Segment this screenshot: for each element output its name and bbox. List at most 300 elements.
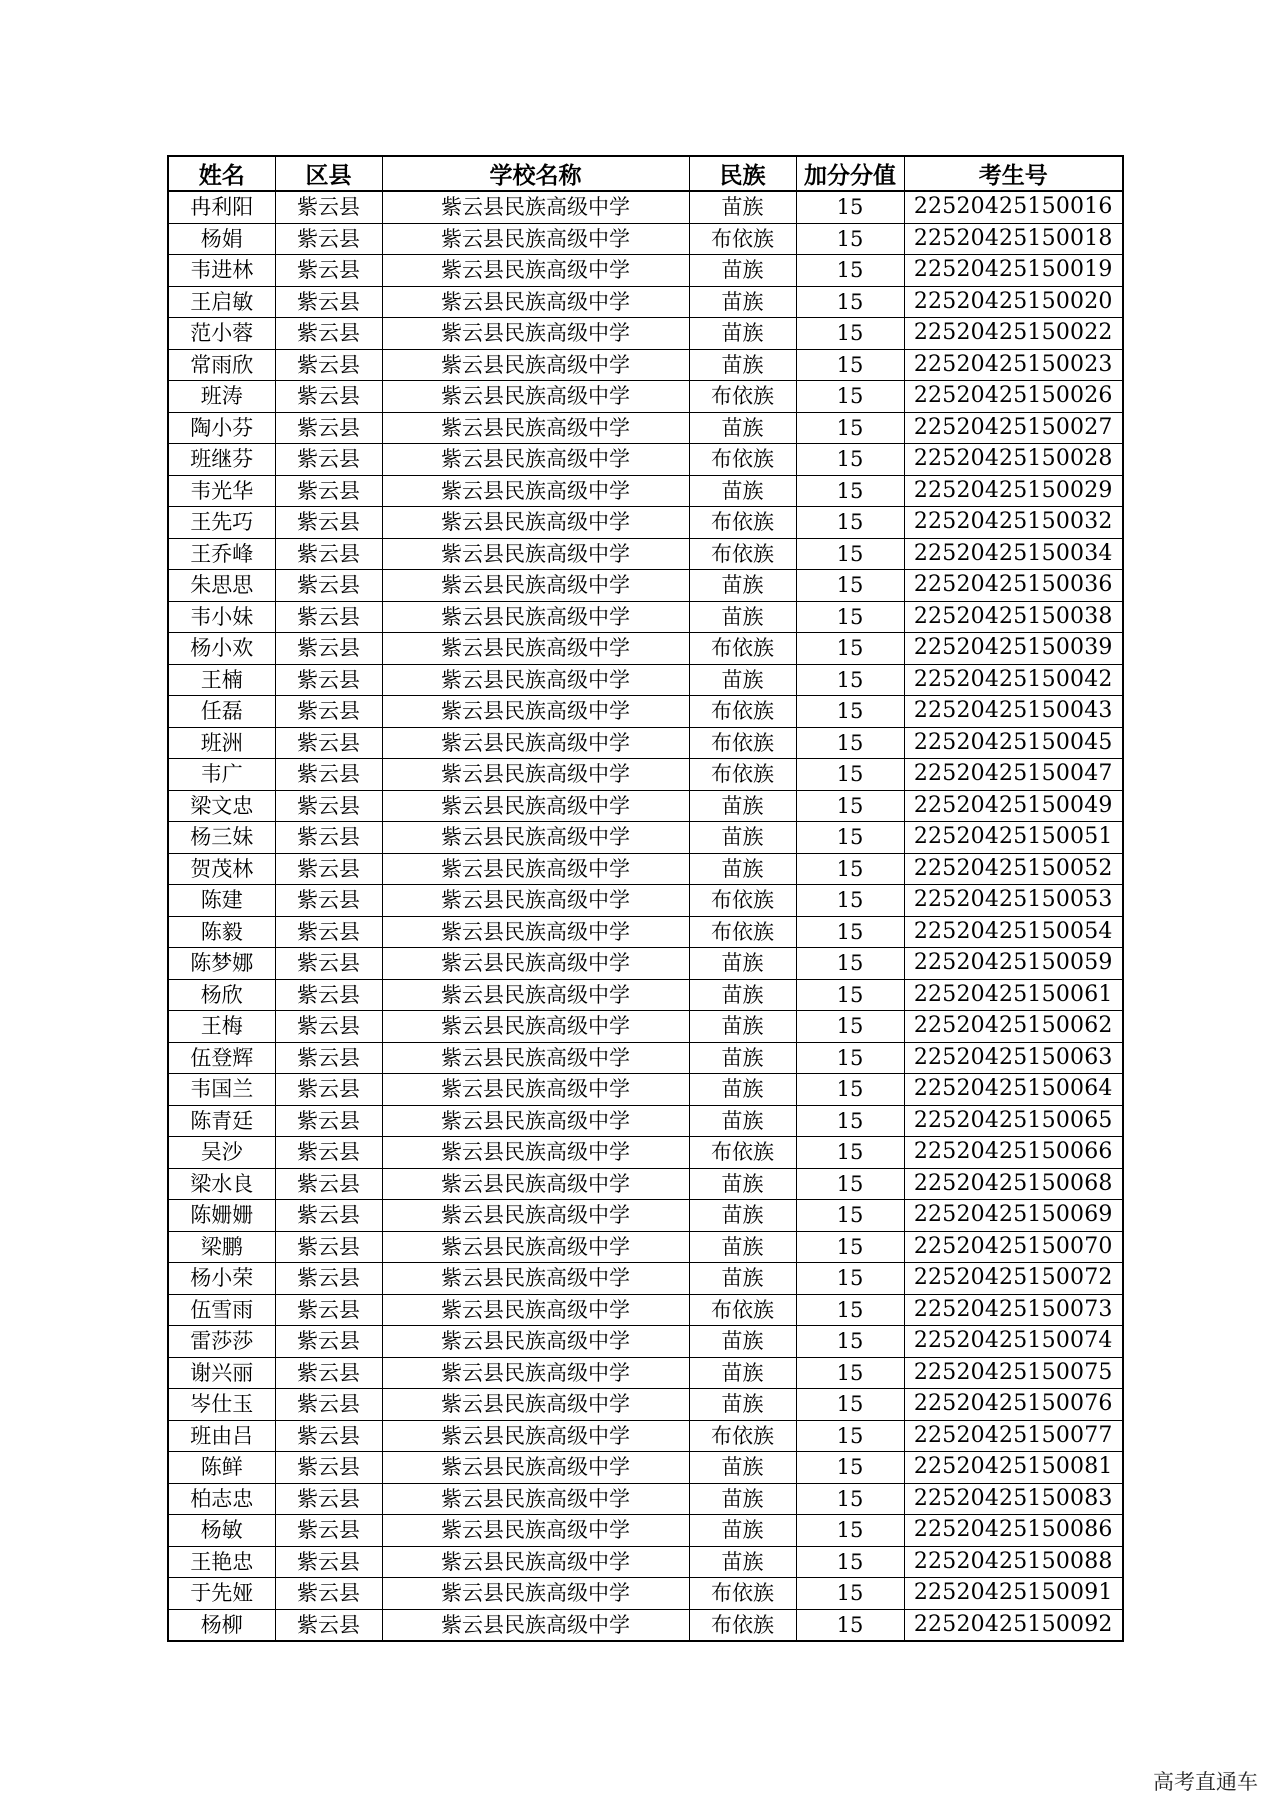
county-cell: 紫云县: [275, 1294, 382, 1326]
table-row: [168, 853, 1123, 885]
county-cell: 紫云县: [275, 223, 382, 255]
county-cell: 紫云县: [275, 1168, 382, 1200]
header-name: 姓名: [168, 156, 275, 191]
ethnicity-cell: 苗族: [689, 664, 796, 696]
name-cell: 班涛: [168, 381, 275, 413]
bonus-cell: 15: [796, 381, 904, 413]
exam-id-cell: 22520425150086: [904, 1515, 1123, 1547]
county-cell: 紫云县: [275, 1326, 382, 1358]
ethnicity-cell: 苗族: [689, 1326, 796, 1358]
watermark-text: 高考直通车: [1153, 1770, 1258, 1794]
table-row: [168, 1326, 1123, 1358]
school-cell: 紫云县民族高级中学: [382, 412, 689, 444]
county-cell: 紫云县: [275, 1105, 382, 1137]
bonus-cell: 15: [796, 507, 904, 539]
table-row: [168, 191, 1123, 223]
county-cell: 紫云县: [275, 1609, 382, 1641]
name-cell: 任磊: [168, 696, 275, 728]
name-cell: 伍雪雨: [168, 1294, 275, 1326]
name-cell: 王梅: [168, 1011, 275, 1043]
ethnicity-cell: 苗族: [689, 349, 796, 381]
table-row: [168, 979, 1123, 1011]
county-cell: 紫云县: [275, 916, 382, 948]
header-county: 区县: [275, 156, 382, 191]
school-cell: 紫云县民族高级中学: [382, 381, 689, 413]
ethnicity-cell: 苗族: [689, 286, 796, 318]
county-cell: 紫云县: [275, 318, 382, 350]
school-cell: 紫云县民族高级中学: [382, 727, 689, 759]
name-cell: 梁鹏: [168, 1231, 275, 1263]
exam-id-cell: 22520425150091: [904, 1578, 1123, 1610]
county-cell: 紫云县: [275, 570, 382, 602]
name-cell: 冉利阳: [168, 191, 275, 223]
bonus-cell: 15: [796, 979, 904, 1011]
table-row: [168, 1200, 1123, 1232]
table-row: [168, 601, 1123, 633]
exam-id-cell: 22520425150043: [904, 696, 1123, 728]
ethnicity-cell: 布依族: [689, 916, 796, 948]
table-row: [168, 349, 1123, 381]
exam-id-cell: 22520425150075: [904, 1357, 1123, 1389]
bonus-cell: 15: [796, 1074, 904, 1106]
exam-id-cell: 22520425150032: [904, 507, 1123, 539]
table-row: [168, 948, 1123, 980]
county-cell: 紫云县: [275, 475, 382, 507]
table-row: [168, 412, 1123, 444]
bonus-cell: 15: [796, 1011, 904, 1043]
bonus-cell: 15: [796, 1546, 904, 1578]
school-cell: 紫云县民族高级中学: [382, 1357, 689, 1389]
ethnicity-cell: 布依族: [689, 696, 796, 728]
exam-id-cell: 22520425150081: [904, 1452, 1123, 1484]
table-row: [168, 255, 1123, 287]
table-row: [168, 538, 1123, 570]
bonus-cell: 15: [796, 1420, 904, 1452]
table-row: [168, 1294, 1123, 1326]
county-cell: 紫云县: [275, 633, 382, 665]
exam-id-cell: 22520425150077: [904, 1420, 1123, 1452]
bonus-cell: 15: [796, 1452, 904, 1484]
ethnicity-cell: 布依族: [689, 885, 796, 917]
bonus-cell: 15: [796, 1200, 904, 1232]
exam-id-cell: 22520425150036: [904, 570, 1123, 602]
ethnicity-cell: 苗族: [689, 948, 796, 980]
table-row: [168, 570, 1123, 602]
bonus-cell: 15: [796, 286, 904, 318]
exam-id-cell: 22520425150051: [904, 822, 1123, 854]
exam-id-cell: 22520425150074: [904, 1326, 1123, 1358]
bonus-cell: 15: [796, 475, 904, 507]
ethnicity-cell: 苗族: [689, 601, 796, 633]
exam-id-cell: 22520425150069: [904, 1200, 1123, 1232]
bonus-cell: 15: [796, 727, 904, 759]
county-cell: 紫云县: [275, 948, 382, 980]
ethnicity-cell: 苗族: [689, 979, 796, 1011]
county-cell: 紫云县: [275, 412, 382, 444]
table-row: [168, 1483, 1123, 1515]
exam-id-cell: 22520425150061: [904, 979, 1123, 1011]
name-cell: 班继芬: [168, 444, 275, 476]
table-row: [168, 790, 1123, 822]
name-cell: 班洲: [168, 727, 275, 759]
ethnicity-cell: 苗族: [689, 318, 796, 350]
header-ethnicity: 民族: [689, 156, 796, 191]
name-cell: 杨小荣: [168, 1263, 275, 1295]
name-cell: 王乔峰: [168, 538, 275, 570]
school-cell: 紫云县民族高级中学: [382, 759, 689, 791]
ethnicity-cell: 苗族: [689, 1452, 796, 1484]
table-row: [168, 286, 1123, 318]
exam-id-cell: 22520425150039: [904, 633, 1123, 665]
school-cell: 紫云县民族高级中学: [382, 318, 689, 350]
table-row: [168, 1231, 1123, 1263]
ethnicity-cell: 苗族: [689, 853, 796, 885]
ethnicity-cell: 布依族: [689, 633, 796, 665]
ethnicity-cell: 布依族: [689, 381, 796, 413]
bonus-cell: 15: [796, 696, 904, 728]
ethnicity-cell: 布依族: [689, 1578, 796, 1610]
ethnicity-cell: 苗族: [689, 1483, 796, 1515]
bonus-cell: 15: [796, 1263, 904, 1295]
bonus-cell: 15: [796, 1389, 904, 1421]
name-cell: 杨欣: [168, 979, 275, 1011]
bonus-cell: 15: [796, 1578, 904, 1610]
county-cell: 紫云县: [275, 790, 382, 822]
exam-id-cell: 22520425150068: [904, 1168, 1123, 1200]
exam-id-cell: 22520425150023: [904, 349, 1123, 381]
exam-id-cell: 22520425150062: [904, 1011, 1123, 1043]
name-cell: 陶小芬: [168, 412, 275, 444]
exam-id-cell: 22520425150053: [904, 885, 1123, 917]
ethnicity-cell: 苗族: [689, 822, 796, 854]
county-cell: 紫云县: [275, 1515, 382, 1547]
bonus-cell: 15: [796, 349, 904, 381]
exam-id-cell: 22520425150070: [904, 1231, 1123, 1263]
exam-id-cell: 22520425150042: [904, 664, 1123, 696]
exam-id-cell: 22520425150047: [904, 759, 1123, 791]
name-cell: 杨敏: [168, 1515, 275, 1547]
school-cell: 紫云县民族高级中学: [382, 1231, 689, 1263]
exam-id-cell: 22520425150054: [904, 916, 1123, 948]
name-cell: 吴沙: [168, 1137, 275, 1169]
table-row: [168, 885, 1123, 917]
table-row: [168, 1357, 1123, 1389]
name-cell: 杨柳: [168, 1609, 275, 1641]
school-cell: 紫云县民族高级中学: [382, 696, 689, 728]
school-cell: 紫云县民族高级中学: [382, 853, 689, 885]
name-cell: 范小蓉: [168, 318, 275, 350]
bonus-cell: 15: [796, 1515, 904, 1547]
name-cell: 常雨欣: [168, 349, 275, 381]
school-cell: 紫云县民族高级中学: [382, 1137, 689, 1169]
table-row: [168, 633, 1123, 665]
county-cell: 紫云县: [275, 1578, 382, 1610]
county-cell: 紫云县: [275, 696, 382, 728]
ethnicity-cell: 苗族: [689, 1546, 796, 1578]
exam-id-cell: 22520425150049: [904, 790, 1123, 822]
table-row: [168, 1452, 1123, 1484]
school-cell: 紫云县民族高级中学: [382, 507, 689, 539]
table-row: [168, 444, 1123, 476]
header-bonus: 加分分值: [796, 156, 904, 191]
name-cell: 陈姗姗: [168, 1200, 275, 1232]
school-cell: 紫云县民族高级中学: [382, 822, 689, 854]
exam-id-cell: 22520425150064: [904, 1074, 1123, 1106]
county-cell: 紫云县: [275, 1042, 382, 1074]
bonus-cell: 15: [796, 1042, 904, 1074]
name-cell: 杨三妹: [168, 822, 275, 854]
school-cell: 紫云县民族高级中学: [382, 1326, 689, 1358]
bonus-cell: 15: [796, 223, 904, 255]
name-cell: 韦国兰: [168, 1074, 275, 1106]
school-cell: 紫云县民族高级中学: [382, 444, 689, 476]
bonus-cell: 15: [796, 948, 904, 980]
table-row: [168, 1578, 1123, 1610]
table-row: [168, 916, 1123, 948]
school-cell: 紫云县民族高级中学: [382, 664, 689, 696]
name-cell: 韦光华: [168, 475, 275, 507]
bonus-cell: 15: [796, 1231, 904, 1263]
exam-id-cell: 22520425150038: [904, 601, 1123, 633]
ethnicity-cell: 苗族: [689, 191, 796, 223]
ethnicity-cell: 苗族: [689, 1231, 796, 1263]
ethnicity-cell: 苗族: [689, 790, 796, 822]
exam-id-cell: 22520425150083: [904, 1483, 1123, 1515]
ethnicity-cell: 苗族: [689, 1389, 796, 1421]
exam-id-cell: 22520425150016: [904, 191, 1123, 223]
name-cell: 陈梦娜: [168, 948, 275, 980]
ethnicity-cell: 苗族: [689, 1263, 796, 1295]
student-bonus-table: [167, 155, 1124, 1642]
name-cell: 柏志忠: [168, 1483, 275, 1515]
bonus-cell: 15: [796, 538, 904, 570]
county-cell: 紫云县: [275, 1483, 382, 1515]
name-cell: 朱思思: [168, 570, 275, 602]
table-row: [168, 318, 1123, 350]
exam-id-cell: 22520425150072: [904, 1263, 1123, 1295]
ethnicity-cell: 布依族: [689, 759, 796, 791]
school-cell: 紫云县民族高级中学: [382, 633, 689, 665]
table-row: [168, 1137, 1123, 1169]
exam-id-cell: 22520425150092: [904, 1609, 1123, 1641]
school-cell: 紫云县民族高级中学: [382, 1515, 689, 1547]
bonus-cell: 15: [796, 1105, 904, 1137]
school-cell: 紫云县民族高级中学: [382, 979, 689, 1011]
bonus-cell: 15: [796, 601, 904, 633]
table-row: [168, 1420, 1123, 1452]
ethnicity-cell: 布依族: [689, 1294, 796, 1326]
exam-id-cell: 22520425150066: [904, 1137, 1123, 1169]
name-cell: 陈建: [168, 885, 275, 917]
exam-id-cell: 22520425150022: [904, 318, 1123, 350]
school-cell: 紫云县民族高级中学: [382, 1420, 689, 1452]
header-exam-id: 考生号: [904, 156, 1123, 191]
bonus-cell: 15: [796, 822, 904, 854]
bonus-cell: 15: [796, 570, 904, 602]
county-cell: 紫云县: [275, 853, 382, 885]
table-header-row: [168, 156, 1123, 191]
ethnicity-cell: 苗族: [689, 475, 796, 507]
name-cell: 王启敏: [168, 286, 275, 318]
name-cell: 陈青廷: [168, 1105, 275, 1137]
county-cell: 紫云县: [275, 601, 382, 633]
table-row: [168, 1263, 1123, 1295]
name-cell: 王楠: [168, 664, 275, 696]
school-cell: 紫云县民族高级中学: [382, 191, 689, 223]
table-row: [168, 664, 1123, 696]
bonus-cell: 15: [796, 1294, 904, 1326]
exam-id-cell: 22520425150059: [904, 948, 1123, 980]
bonus-cell: 15: [796, 191, 904, 223]
ethnicity-cell: 布依族: [689, 538, 796, 570]
county-cell: 紫云县: [275, 444, 382, 476]
county-cell: 紫云县: [275, 381, 382, 413]
school-cell: 紫云县民族高级中学: [382, 948, 689, 980]
county-cell: 紫云县: [275, 664, 382, 696]
ethnicity-cell: 苗族: [689, 1200, 796, 1232]
table-row: [168, 1389, 1123, 1421]
ethnicity-cell: 布依族: [689, 1609, 796, 1641]
bonus-cell: 15: [796, 759, 904, 791]
bonus-cell: 15: [796, 255, 904, 287]
bonus-cell: 15: [796, 318, 904, 350]
ethnicity-cell: 布依族: [689, 444, 796, 476]
ethnicity-cell: 苗族: [689, 412, 796, 444]
name-cell: 梁水良: [168, 1168, 275, 1200]
ethnicity-cell: 苗族: [689, 1105, 796, 1137]
county-cell: 紫云县: [275, 1546, 382, 1578]
table-row: [168, 381, 1123, 413]
county-cell: 紫云县: [275, 885, 382, 917]
exam-id-cell: 22520425150026: [904, 381, 1123, 413]
table-row: [168, 1011, 1123, 1043]
header-school: 学校名称: [382, 156, 689, 191]
bonus-cell: 15: [796, 1483, 904, 1515]
ethnicity-cell: 布依族: [689, 1420, 796, 1452]
ethnicity-cell: 苗族: [689, 255, 796, 287]
table-row: [168, 1168, 1123, 1200]
school-cell: 紫云县民族高级中学: [382, 570, 689, 602]
name-cell: 于先娅: [168, 1578, 275, 1610]
county-cell: 紫云县: [275, 727, 382, 759]
county-cell: 紫云县: [275, 979, 382, 1011]
county-cell: 紫云县: [275, 349, 382, 381]
name-cell: 谢兴丽: [168, 1357, 275, 1389]
bonus-cell: 15: [796, 1357, 904, 1389]
exam-id-cell: 22520425150073: [904, 1294, 1123, 1326]
name-cell: 伍登辉: [168, 1042, 275, 1074]
exam-id-cell: 22520425150034: [904, 538, 1123, 570]
county-cell: 紫云县: [275, 507, 382, 539]
bonus-cell: 15: [796, 853, 904, 885]
table-row: [168, 822, 1123, 854]
county-cell: 紫云县: [275, 822, 382, 854]
table-row: [168, 1546, 1123, 1578]
exam-id-cell: 22520425150027: [904, 412, 1123, 444]
school-cell: 紫云县民族高级中学: [382, 1200, 689, 1232]
name-cell: 雷莎莎: [168, 1326, 275, 1358]
bonus-cell: 15: [796, 885, 904, 917]
exam-id-cell: 22520425150028: [904, 444, 1123, 476]
name-cell: 贺茂林: [168, 853, 275, 885]
county-cell: 紫云县: [275, 538, 382, 570]
exam-id-cell: 22520425150018: [904, 223, 1123, 255]
table-row: [168, 696, 1123, 728]
table-row: [168, 1105, 1123, 1137]
school-cell: 紫云县民族高级中学: [382, 1578, 689, 1610]
county-cell: 紫云县: [275, 1389, 382, 1421]
county-cell: 紫云县: [275, 1357, 382, 1389]
county-cell: 紫云县: [275, 1452, 382, 1484]
bonus-cell: 15: [796, 1168, 904, 1200]
bonus-cell: 15: [796, 916, 904, 948]
school-cell: 紫云县民族高级中学: [382, 1168, 689, 1200]
school-cell: 紫云县民族高级中学: [382, 790, 689, 822]
school-cell: 紫云县民族高级中学: [382, 286, 689, 318]
county-cell: 紫云县: [275, 759, 382, 791]
name-cell: 杨小欢: [168, 633, 275, 665]
school-cell: 紫云县民族高级中学: [382, 1546, 689, 1578]
name-cell: 杨娟: [168, 223, 275, 255]
exam-id-cell: 22520425150045: [904, 727, 1123, 759]
county-cell: 紫云县: [275, 255, 382, 287]
name-cell: 韦广: [168, 759, 275, 791]
bonus-cell: 15: [796, 790, 904, 822]
school-cell: 紫云县民族高级中学: [382, 349, 689, 381]
table-row: [168, 1609, 1123, 1641]
name-cell: 岑仕玉: [168, 1389, 275, 1421]
county-cell: 紫云县: [275, 1137, 382, 1169]
bonus-cell: 15: [796, 444, 904, 476]
ethnicity-cell: 布依族: [689, 727, 796, 759]
county-cell: 紫云县: [275, 1200, 382, 1232]
school-cell: 紫云县民族高级中学: [382, 916, 689, 948]
table-row: [168, 727, 1123, 759]
county-cell: 紫云县: [275, 1231, 382, 1263]
ethnicity-cell: 布依族: [689, 223, 796, 255]
bonus-cell: 15: [796, 412, 904, 444]
table-row: [168, 475, 1123, 507]
exam-id-cell: 22520425150052: [904, 853, 1123, 885]
ethnicity-cell: 布依族: [689, 507, 796, 539]
school-cell: 紫云县民族高级中学: [382, 538, 689, 570]
school-cell: 紫云县民族高级中学: [382, 475, 689, 507]
ethnicity-cell: 苗族: [689, 1074, 796, 1106]
exam-id-cell: 22520425150076: [904, 1389, 1123, 1421]
exam-id-cell: 22520425150020: [904, 286, 1123, 318]
name-cell: 韦进林: [168, 255, 275, 287]
bonus-cell: 15: [796, 1326, 904, 1358]
table-row: [168, 1042, 1123, 1074]
ethnicity-cell: 苗族: [689, 1042, 796, 1074]
county-cell: 紫云县: [275, 1420, 382, 1452]
ethnicity-cell: 苗族: [689, 570, 796, 602]
school-cell: 紫云县民族高级中学: [382, 1263, 689, 1295]
ethnicity-cell: 苗族: [689, 1168, 796, 1200]
name-cell: 陈毅: [168, 916, 275, 948]
exam-id-cell: 22520425150063: [904, 1042, 1123, 1074]
bonus-cell: 15: [796, 633, 904, 665]
school-cell: 紫云县民族高级中学: [382, 223, 689, 255]
exam-id-cell: 22520425150088: [904, 1546, 1123, 1578]
school-cell: 紫云县民族高级中学: [382, 1483, 689, 1515]
school-cell: 紫云县民族高级中学: [382, 255, 689, 287]
county-cell: 紫云县: [275, 1263, 382, 1295]
bonus-cell: 15: [796, 1609, 904, 1641]
school-cell: 紫云县民族高级中学: [382, 1105, 689, 1137]
ethnicity-cell: 布依族: [689, 1137, 796, 1169]
school-cell: 紫云县民族高级中学: [382, 1452, 689, 1484]
